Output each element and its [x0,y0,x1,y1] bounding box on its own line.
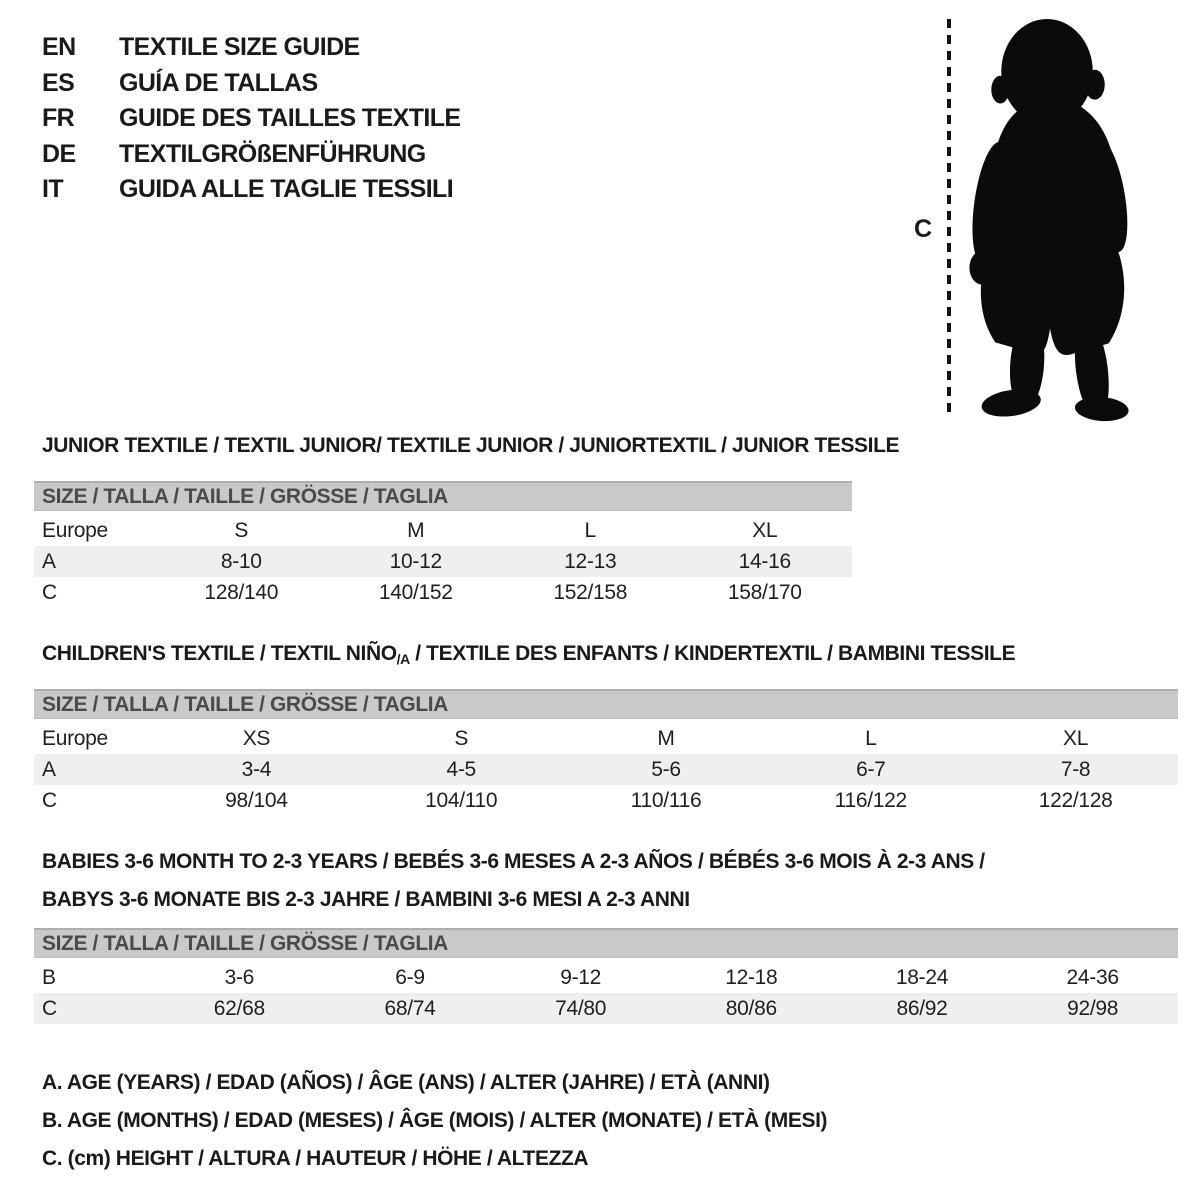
cell: 3-6 [224,965,255,989]
lang-row-fr [42,101,461,137]
children-size-header: SIZE / TALLA / TAILLE / GRÖSSE / TAGLIA [34,689,1178,719]
cell: 116/122 [834,788,907,812]
cell: 92/98 [1067,996,1119,1020]
junior-size-header: SIZE / TALLA / TAILLE / GRÖSSE / TAGLIA [34,481,852,511]
cell: 3-4 [241,757,272,781]
cell: L [865,726,877,750]
cell: 18-24 [895,965,949,989]
table-row [34,785,1178,816]
children-title-suffix: / TEXTILE DES ENFANTS / KINDERTEXTIL / BAMBINI TESSILE [409,642,1016,665]
babies-rows [34,962,1178,1024]
cell: 140/152 [378,580,453,604]
children-rows [34,723,1178,816]
legend-line-b: B. AGE (MONTHS) / EDAD (MESES) / ÂGE (MOIS) / ALTER (MONATE) / ETÀ (MESI) [42,1109,828,1132]
cell: L [584,518,596,542]
cell: 8-10 [220,549,262,573]
row-label: Europe [42,726,108,750]
cell: 104/110 [425,788,498,812]
cell: M [407,518,425,542]
cell: 6-7 [856,757,886,781]
lang-title-en: TEXTILE SIZE GUIDE [119,33,360,62]
table-row [34,515,852,546]
lang-title-fr: GUIDE DES TAILLES TEXTILE [119,104,461,133]
height-measure-label: C [914,215,933,243]
row-label: A [42,757,56,781]
cell: 9-12 [560,965,602,989]
legend-line-c: C. (cm) HEIGHT / ALTURA / HAUTEUR / HÖHE / ALTEZZA [42,1147,589,1170]
table-row [34,962,1178,993]
children-title-sub: /A [396,651,410,667]
cell: 24-36 [1066,965,1119,989]
cell: 10-12 [389,549,442,573]
lang-code-it: IT [42,175,64,204]
legend-line-a: A. AGE (YEARS) / EDAD (AÑOS) / ÂGE (ANS) / ALTER (JAHRE) / ETÀ (ANNI) [42,1071,770,1094]
cell: 4-5 [446,757,476,781]
cell: 74/80 [555,996,607,1020]
cell: 6-9 [395,965,425,989]
cell: XL [752,518,778,542]
cell: 12-18 [725,965,778,989]
children-size-table [34,689,1178,816]
babies-section-title-line1: BABIES 3-6 MONTH TO 2-3 YEARS / BEBÉS 3-6 MESES A 2-3 AÑOS / BÉBÉS 3-6 MOIS À 2-3 ANS / [42,850,985,873]
cell: 14-16 [738,549,791,573]
cell: 7-8 [1060,757,1091,781]
row-label: Europe [42,518,108,542]
children-section-title [42,642,1015,667]
children-title-prefix: CHILDREN'S TEXTILE / TEXTIL NIÑO [42,642,397,665]
cell: 5-6 [651,757,681,781]
babies-section-title-line2: BABYS 3-6 MONATE BIS 2-3 JAHRE / BAMBINI 3-6 MESI A 2-3 ANNI [42,888,690,911]
cell: 122/128 [1038,788,1113,812]
lang-title-de: TEXTILGRÖßENFÜHRUNG [119,139,426,168]
cell: 158/170 [727,580,802,604]
cell: XS [242,726,271,750]
babies-size-header: SIZE / TALLA / TAILLE / GRÖSSE / TAGLIA [34,928,1178,958]
table-row [34,723,1178,754]
cell: 98/104 [225,788,288,812]
cell: 128/140 [204,580,279,604]
lang-row-de [42,137,461,173]
height-measure-dashed-line [947,19,951,417]
row-label: C [42,996,57,1020]
cell: XL [1063,726,1089,750]
row-label: C [42,788,57,812]
lang-title-es: GUÍA DE TALLAS [119,68,318,97]
cell: 68/74 [384,996,436,1020]
cell: S [454,726,469,750]
table-row [34,754,1178,785]
junior-rows [34,515,852,608]
lang-code-es: ES [42,68,75,97]
table-row [34,546,852,577]
toddler-silhouette-icon [958,14,1150,422]
lang-row-en [42,30,461,66]
row-label: A [42,549,56,573]
cell: 152/158 [553,580,628,604]
cell: S [234,518,249,542]
junior-section-title: JUNIOR TEXTILE / TEXTIL JUNIOR/ TEXTILE JUNIOR / JUNIORTEXTIL / JUNIOR TESSILE [42,434,900,457]
row-label: C [42,580,57,604]
lang-code-en: EN [42,33,76,62]
cell: 80/86 [725,996,777,1020]
junior-size-table [34,481,852,608]
cell: 12-13 [564,549,617,573]
table-row [34,577,852,608]
babies-size-table [34,928,1178,1024]
cell: 86/92 [896,996,948,1020]
table-row [34,993,1178,1024]
cell: M [657,726,675,750]
lang-code-fr: FR [42,104,75,133]
lang-code-de: DE [42,139,76,168]
lang-row-es [42,66,461,102]
lang-title-it: GUIDA ALLE TAGLIE TESSILI [119,175,454,204]
cell: 110/116 [630,788,702,812]
row-label: B [42,965,56,989]
cell: 62/68 [213,996,265,1020]
lang-row-it [42,172,461,208]
language-title-block [42,30,461,208]
